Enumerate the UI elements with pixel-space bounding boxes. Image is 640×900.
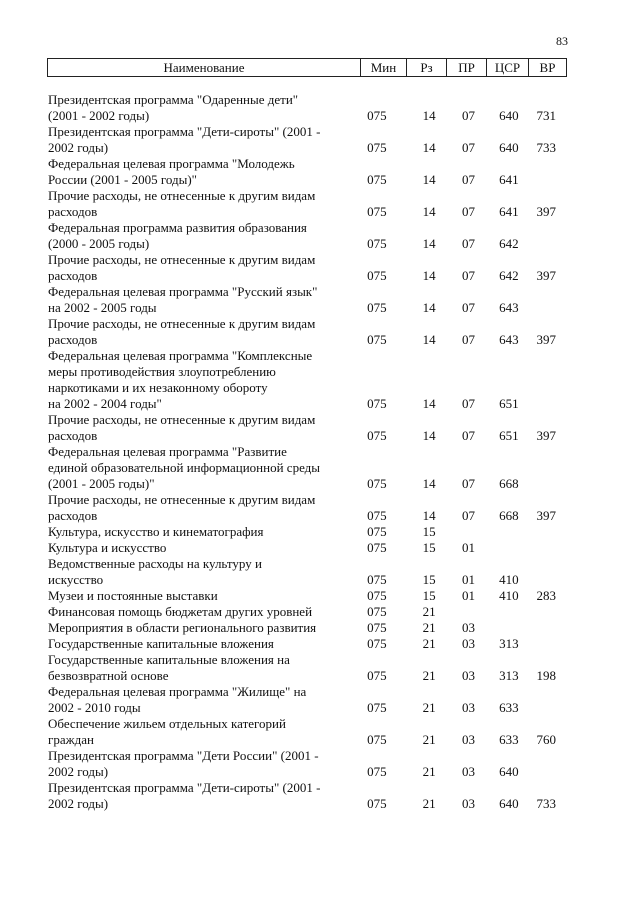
cell-pr: 03 — [461, 668, 475, 683]
row-name-line: единой образовательной информационной среды — [48, 460, 321, 475]
cell-rz: 15 — [422, 540, 436, 555]
row-name-line: Федеральная целевая программа "Развитие — [48, 444, 287, 459]
row-name — [48, 540, 343, 556]
table-row — [48, 716, 564, 748]
cell-rz: 21 — [422, 604, 436, 619]
row-name — [48, 284, 343, 316]
cell-rz: 14 — [422, 428, 436, 443]
cell-rz: 14 — [422, 140, 436, 155]
row-name — [48, 412, 343, 444]
cell-min: 075 — [367, 636, 387, 651]
row-name-line: Прочие расходы, не отнесенные к другим видам — [48, 492, 316, 507]
row-name-line: 2002 годы) — [48, 796, 109, 811]
cell-rz: 15 — [422, 572, 436, 587]
row-name-line: расходов — [48, 268, 98, 283]
row-name — [48, 620, 343, 636]
cell-min: 075 — [367, 572, 387, 587]
cell-pr: 07 — [461, 476, 475, 491]
cell-pr: 07 — [461, 236, 475, 251]
row-name — [48, 156, 343, 188]
row-name-line: Федеральная целевая программа "Жилище" на — [48, 684, 307, 699]
row-name-line: искусство — [48, 572, 104, 587]
row-name-line: (2001 - 2005 годы)" — [48, 476, 155, 491]
table-row — [48, 220, 564, 252]
cell-vr: 731 — [536, 108, 557, 123]
cell-pr: 03 — [461, 620, 475, 635]
page-number: 83 — [556, 34, 568, 48]
row-name-line: Президентская программа "Одаренные дети" — [48, 92, 299, 107]
cell-vr: 283 — [536, 588, 557, 603]
row-name-line: Федеральная целевая программа "Комплексные — [48, 348, 313, 363]
row-name-line: Культура, искусство и кинематография — [48, 524, 264, 539]
cell-csr: 633 — [499, 732, 519, 747]
cell-pr: 07 — [461, 428, 475, 443]
table-row — [48, 188, 564, 220]
cell-min: 075 — [367, 332, 387, 347]
table-row — [48, 284, 564, 316]
cell-min: 075 — [367, 268, 387, 283]
cell-vr: 397 — [536, 268, 557, 283]
table-row — [48, 588, 564, 604]
cell-rz: 14 — [422, 204, 436, 219]
cell-rz: 15 — [422, 588, 436, 603]
cell-min: 075 — [367, 204, 387, 219]
cell-rz: 14 — [422, 508, 436, 523]
cell-pr: 07 — [461, 300, 475, 315]
row-name-line: Обеспечение жильем отдельных категорий — [48, 716, 286, 731]
row-name-line: Президентская программа "Дети России" (2001 - — [48, 748, 319, 763]
table-row — [48, 604, 564, 620]
cell-vr: 397 — [536, 428, 557, 443]
cell-min: 075 — [367, 396, 387, 411]
table-row — [48, 92, 564, 124]
cell-min: 075 — [367, 508, 387, 523]
row-name-line: Государственные капитальные вложения — [48, 636, 274, 651]
table-row — [48, 316, 564, 348]
header-min: Мин — [360, 59, 406, 76]
row-name-line: Федеральная программа развития образования — [48, 220, 307, 235]
row-name-line: безвозвратной основе — [48, 668, 169, 683]
table-row — [48, 492, 564, 524]
cell-min: 075 — [367, 604, 387, 619]
row-name-line: Финансовая помощь бюджетам других уровней — [48, 604, 313, 619]
cell-min: 075 — [367, 732, 387, 747]
cell-pr: 07 — [461, 396, 475, 411]
row-name — [48, 716, 343, 748]
row-name-line: 2002 годы) — [48, 764, 109, 779]
row-name — [48, 316, 343, 348]
cell-rz: 15 — [422, 524, 436, 539]
cell-pr: 03 — [461, 764, 475, 779]
cell-csr: 641 — [499, 204, 519, 219]
cell-min: 075 — [367, 236, 387, 251]
row-name-line: меры противодействия злоупотреблению — [48, 364, 276, 379]
cell-rz: 21 — [422, 796, 436, 811]
cell-rz: 21 — [422, 700, 436, 715]
cell-min: 075 — [367, 524, 387, 539]
row-name-line: на 2002 - 2005 годы — [48, 300, 157, 315]
cell-rz: 21 — [422, 636, 436, 651]
row-name-line: расходов — [48, 204, 98, 219]
cell-rz: 14 — [422, 332, 436, 347]
cell-csr: 651 — [499, 428, 519, 443]
row-name-line: Мероприятия в области регионального развития — [48, 620, 317, 635]
cell-pr: 03 — [461, 636, 475, 651]
table-body — [48, 92, 564, 812]
row-name-line: Прочие расходы, не отнесенные к другим видам — [48, 252, 316, 267]
cell-pr: 07 — [461, 172, 475, 187]
cell-rz: 14 — [422, 108, 436, 123]
cell-csr: 668 — [499, 508, 519, 523]
cell-pr: 01 — [461, 588, 475, 603]
cell-pr: 07 — [461, 108, 475, 123]
cell-vr: 733 — [536, 140, 557, 155]
cell-csr: 633 — [499, 700, 519, 715]
row-name — [48, 444, 343, 492]
row-name — [48, 524, 343, 540]
cell-rz: 21 — [422, 668, 436, 683]
cell-csr: 640 — [499, 796, 519, 811]
table-row — [48, 748, 564, 780]
cell-csr: 313 — [499, 636, 519, 651]
row-name-line: Прочие расходы, не отнесенные к другим видам — [48, 188, 316, 203]
cell-pr: 01 — [461, 540, 475, 555]
row-name-line: Прочие расходы, не отнесенные к другим видам — [48, 412, 316, 427]
cell-min: 075 — [367, 476, 387, 491]
row-name-line: Федеральная целевая программа "Русский язык" — [48, 284, 318, 299]
cell-rz: 21 — [422, 764, 436, 779]
row-name — [48, 780, 343, 812]
cell-min: 075 — [367, 668, 387, 683]
cell-rz: 14 — [422, 476, 436, 491]
cell-pr: 03 — [461, 796, 475, 811]
row-name-line: Президентская программа "Дети-сироты" (2001 - — [48, 124, 321, 139]
header-vr: ВР — [528, 59, 566, 76]
cell-csr: 640 — [499, 108, 519, 123]
cell-csr: 410 — [499, 572, 519, 587]
cell-csr: 651 — [499, 396, 519, 411]
cell-vr: 397 — [536, 204, 557, 219]
header-name: Наименование — [163, 60, 245, 75]
cell-pr: 07 — [461, 332, 475, 347]
row-name-line: Культура и искусство — [48, 540, 167, 555]
cell-vr: 760 — [536, 732, 557, 747]
table-row — [48, 444, 564, 492]
cell-min: 075 — [367, 108, 387, 123]
table-row — [48, 636, 564, 652]
row-name — [48, 556, 343, 588]
header-csr: ЦСР — [486, 59, 528, 76]
row-name-line: расходов — [48, 508, 98, 523]
row-name-line: Музеи и постоянные выставки — [48, 588, 218, 603]
cell-pr: 03 — [461, 700, 475, 715]
cell-csr: 640 — [499, 140, 519, 155]
row-name-line: Государственные капитальные вложения на — [48, 652, 290, 667]
row-name — [48, 652, 343, 684]
cell-pr: 07 — [461, 204, 475, 219]
row-name-line: (2001 - 2002 годы) — [48, 108, 150, 123]
table-row — [48, 412, 564, 444]
cell-pr: 07 — [461, 508, 475, 523]
row-name-line: Президентская программа "Дети-сироты" (2001 - — [48, 780, 321, 795]
row-name — [48, 588, 343, 604]
row-name — [48, 348, 343, 412]
cell-min: 075 — [367, 428, 387, 443]
cell-vr: 397 — [536, 508, 557, 523]
cell-pr: 07 — [461, 268, 475, 283]
cell-rz: 21 — [422, 620, 436, 635]
cell-csr: 410 — [499, 588, 519, 603]
row-name-line: на 2002 - 2004 годы" — [48, 396, 162, 411]
cell-csr: 641 — [499, 172, 519, 187]
table-row — [48, 556, 564, 588]
cell-min: 075 — [367, 796, 387, 811]
cell-min: 075 — [367, 764, 387, 779]
table-row — [48, 124, 564, 156]
cell-csr: 642 — [499, 268, 519, 283]
table-row — [48, 348, 564, 412]
cell-min: 075 — [367, 540, 387, 555]
row-name-line: (2000 - 2005 годы) — [48, 236, 150, 251]
row-name-line: 2002 - 2010 годы — [48, 700, 141, 715]
cell-min: 075 — [367, 300, 387, 315]
row-name — [48, 252, 343, 284]
table-header — [47, 58, 567, 77]
row-name — [48, 684, 343, 716]
cell-vr: 198 — [536, 668, 557, 683]
row-name-line: Ведомственные расходы на культуру и — [48, 556, 262, 571]
row-name — [48, 604, 343, 620]
cell-rz: 14 — [422, 236, 436, 251]
row-name — [48, 124, 343, 156]
row-name-line: 2002 годы) — [48, 140, 109, 155]
table-row — [48, 252, 564, 284]
table-row — [48, 540, 564, 556]
row-name — [48, 188, 343, 220]
cell-min: 075 — [367, 700, 387, 715]
cell-vr: 733 — [536, 796, 557, 811]
cell-rz: 14 — [422, 396, 436, 411]
cell-csr: 668 — [499, 476, 519, 491]
row-name-line: расходов — [48, 428, 98, 443]
cell-csr: 313 — [499, 668, 519, 683]
row-name-line: России (2001 - 2005 годы)" — [48, 172, 197, 187]
cell-vr: 397 — [536, 332, 557, 347]
cell-pr: 07 — [461, 140, 475, 155]
row-name-line: граждан — [48, 732, 94, 747]
table-row — [48, 620, 564, 636]
cell-csr: 643 — [499, 332, 519, 347]
row-name — [48, 492, 343, 524]
cell-csr: 640 — [499, 764, 519, 779]
table-row — [48, 684, 564, 716]
cell-rz: 14 — [422, 268, 436, 283]
table-row — [48, 652, 564, 684]
row-name — [48, 636, 343, 652]
header-pr: ПР — [446, 59, 486, 76]
header-rz: Рз — [406, 59, 446, 76]
cell-pr: 03 — [461, 732, 475, 747]
row-name — [48, 92, 343, 124]
cell-pr: 01 — [461, 572, 475, 587]
cell-rz: 14 — [422, 172, 436, 187]
row-name — [48, 220, 343, 252]
cell-min: 075 — [367, 620, 387, 635]
row-name-line: Прочие расходы, не отнесенные к другим видам — [48, 316, 316, 331]
cell-min: 075 — [367, 588, 387, 603]
cell-rz: 21 — [422, 732, 436, 747]
cell-csr: 642 — [499, 236, 519, 251]
table-row — [48, 156, 564, 188]
row-name-line: расходов — [48, 332, 98, 347]
cell-rz: 14 — [422, 300, 436, 315]
cell-min: 075 — [367, 172, 387, 187]
table-row — [48, 780, 564, 812]
row-name-line: Федеральная целевая программа "Молодежь — [48, 156, 295, 171]
cell-min: 075 — [367, 140, 387, 155]
table-row — [48, 524, 564, 540]
row-name — [48, 748, 343, 780]
row-name-line: наркотиками и их незаконному обороту — [48, 380, 268, 395]
cell-csr: 643 — [499, 300, 519, 315]
